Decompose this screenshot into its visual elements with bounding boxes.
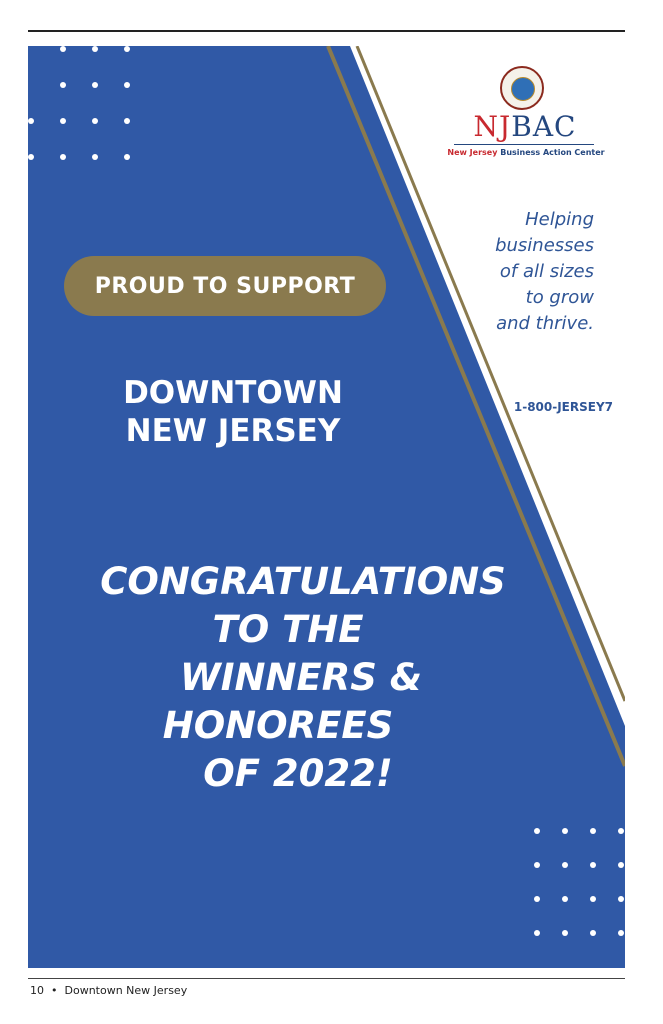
njbac-logo (447, 66, 605, 176)
page-footer (30, 984, 187, 997)
congrats-line: OF 2022! (203, 752, 393, 795)
ad-panel (28, 46, 625, 968)
phone-number: 1-800-JERSEY7 (513, 400, 613, 414)
logo-divider (454, 144, 594, 145)
tagline-line: to grow (525, 287, 594, 308)
congrats-line: TO THE (212, 608, 364, 651)
top-rule (28, 30, 625, 32)
logo-subtitle: New Jersey Business Action Center (447, 148, 605, 157)
dot-grid-bottom (534, 828, 624, 936)
logo-wordmark: NJBAC (473, 110, 577, 143)
organization-heading-line: DOWNTOWN (123, 375, 343, 411)
publication-name: Downtown New Jersey (64, 984, 188, 997)
organization-heading (68, 374, 398, 450)
page-number: 10 (30, 984, 44, 997)
proud-to-support-badge: PROUD TO SUPPORT (64, 256, 386, 316)
tagline-line: of all sizes (499, 261, 594, 282)
tagline-line: businesses (495, 235, 594, 256)
organization-heading-line: NEW JERSEY (125, 413, 341, 449)
congrats-line: CONGRATULATIONS (100, 560, 506, 603)
dot-grid-top (28, 46, 162, 160)
congrats-line: HONOREES (162, 704, 394, 747)
congrats-line: WINNERS & (179, 656, 423, 699)
tagline (470, 207, 594, 337)
bottom-rule (28, 978, 625, 979)
congratulations-message (38, 558, 538, 798)
tagline-line: and thrive. (496, 313, 594, 334)
tagline-line: Helping (525, 209, 594, 230)
state-seal-icon (500, 66, 544, 110)
footer-separator: • (51, 984, 58, 997)
